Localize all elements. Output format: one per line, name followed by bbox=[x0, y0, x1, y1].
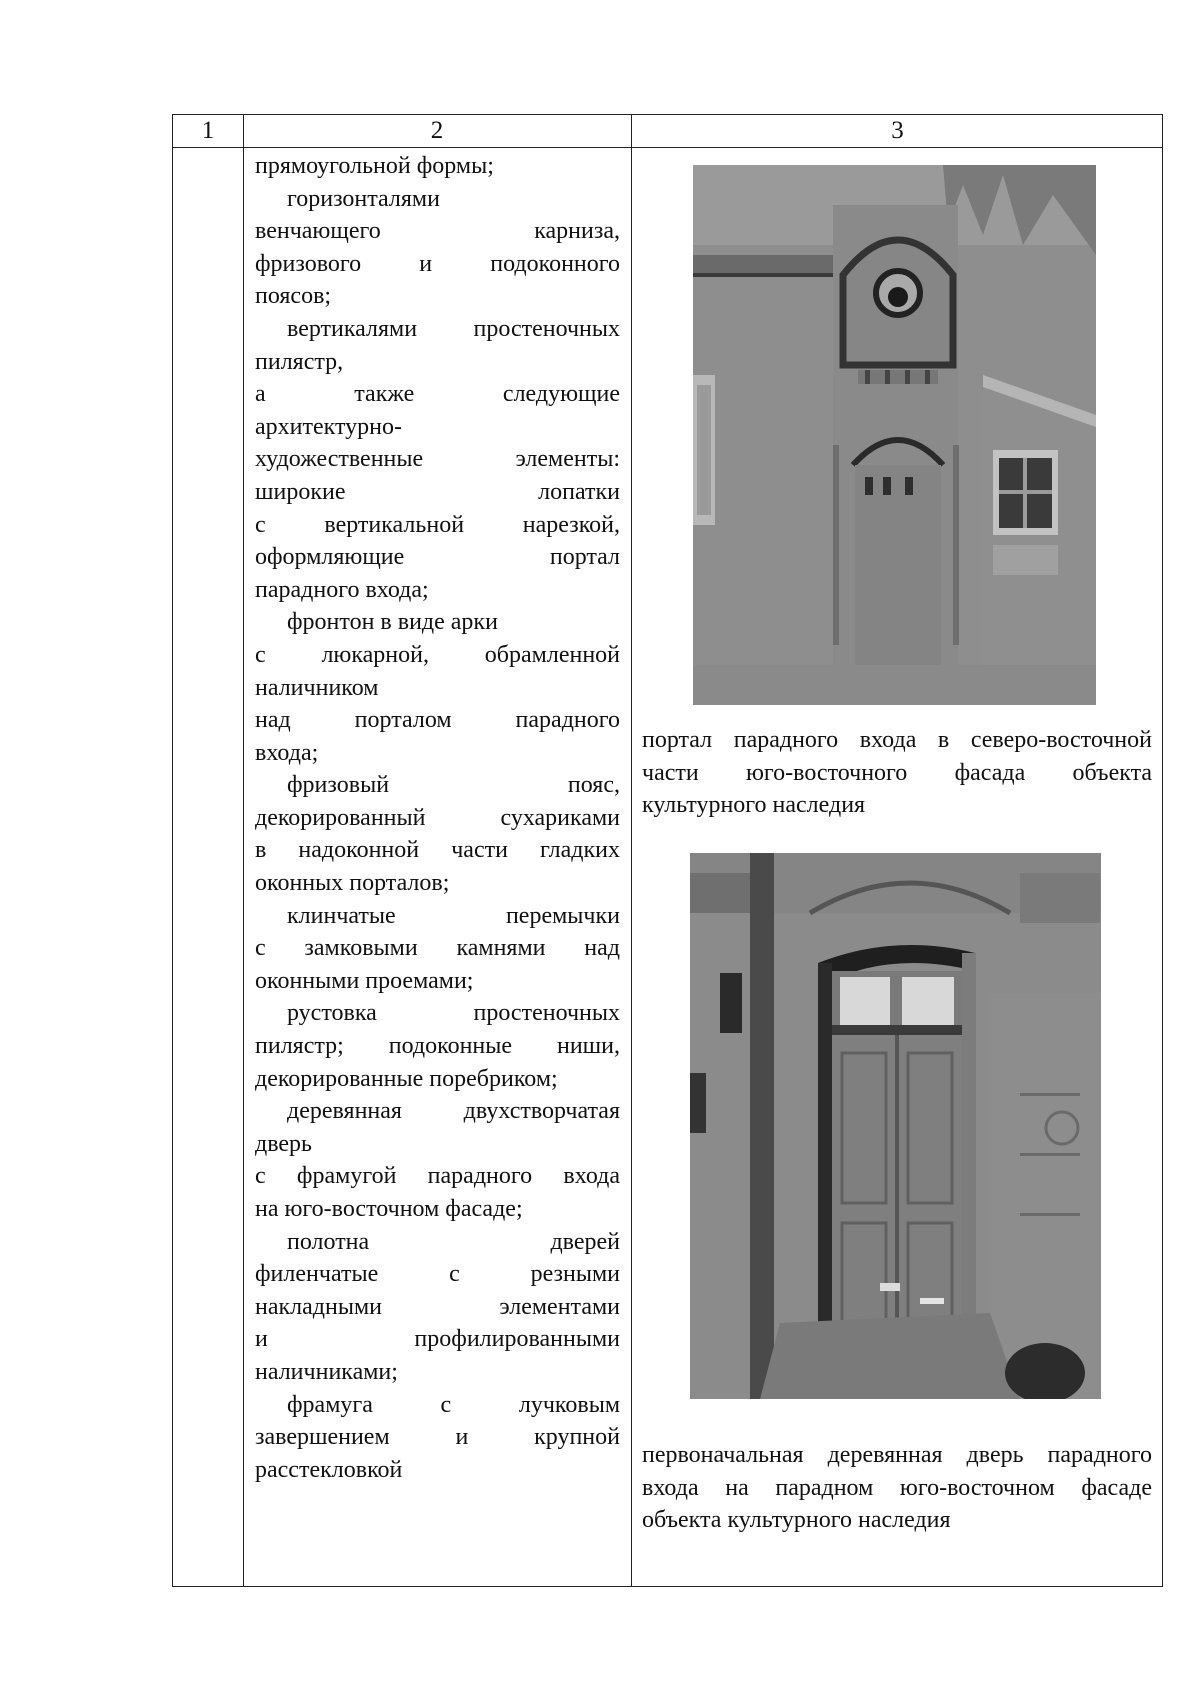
description-line: над порталом парадного bbox=[255, 707, 620, 734]
description-line: клинчатые перемычки bbox=[287, 902, 620, 929]
description-line: декорированные поребриком; bbox=[255, 1065, 558, 1092]
description-line: на юго-восточном фасаде; bbox=[255, 1196, 523, 1222]
description-line: наличником bbox=[255, 674, 379, 701]
element-description bbox=[255, 150, 620, 1486]
description-line: пилястр, bbox=[255, 348, 344, 375]
description-line: с люкарной, обрамленной bbox=[255, 641, 620, 668]
description-line: художественные элементы: bbox=[255, 446, 620, 473]
description-line: оформляющие портал bbox=[255, 544, 620, 571]
description-line: с замковыми камнями над bbox=[255, 935, 620, 962]
description-line: а также следующие bbox=[255, 381, 620, 408]
description-line: рустовка простеночных bbox=[287, 1000, 620, 1027]
description-line: и профилированными bbox=[255, 1326, 620, 1353]
description-line: прямоугольной формы; bbox=[255, 153, 494, 179]
description-line: фризового и подоконного bbox=[255, 250, 620, 277]
description-line: с фрамугой парадного входа bbox=[255, 1163, 620, 1190]
description-line: фрамуга с лучковым bbox=[287, 1391, 620, 1418]
description-line: фронтон в виде арки bbox=[287, 609, 498, 636]
description-line: декорированный сухариками bbox=[255, 804, 620, 831]
wooden-door-photo bbox=[690, 853, 1101, 1399]
photo-caption: первоначальная деревянная дверь парадного входа на парадном юго-восточном фасаде объекта культурного наследия bbox=[642, 1442, 1152, 1534]
description-line: в надоконной части гладких bbox=[255, 837, 620, 864]
description-line: филенчатые с резными bbox=[255, 1261, 620, 1288]
column-divider bbox=[631, 115, 632, 1586]
description-line: широкие лопатки bbox=[255, 478, 620, 505]
photo-caption: портал парадного входа в северо-восточной части юго-восточного фасада объекта культурного наследия bbox=[642, 727, 1152, 819]
column-header-3: 3 bbox=[891, 117, 904, 144]
description-line: оконных порталов; bbox=[255, 870, 450, 897]
description-line: архитектурно- bbox=[255, 413, 402, 440]
description-line: венчающего карниза, bbox=[255, 218, 620, 245]
description-line: с вертикальной нарезкой, bbox=[255, 511, 620, 538]
column-header-2: 2 bbox=[430, 117, 444, 144]
description-line: поясов; bbox=[255, 283, 332, 310]
description-line: вертикалями простеночных bbox=[287, 315, 620, 342]
description-line: парадного входа; bbox=[255, 576, 429, 603]
description-line: наличниками; bbox=[255, 1358, 398, 1385]
building-portal-photo bbox=[693, 165, 1096, 705]
description-line: фризовый пояс, bbox=[287, 772, 620, 799]
column-divider bbox=[243, 115, 244, 1586]
description-line: пилястр; подоконные ниши, bbox=[255, 1033, 620, 1060]
document-table bbox=[172, 114, 1163, 1587]
description-line: оконными проемами; bbox=[255, 967, 474, 994]
description-line: расстекловкой bbox=[255, 1456, 403, 1483]
description-line: завершением и крупной bbox=[255, 1424, 620, 1451]
description-line: накладными элементами bbox=[255, 1293, 620, 1320]
description-line: деревянная двухстворчатая bbox=[287, 1098, 620, 1125]
description-line: полотна дверей bbox=[287, 1228, 620, 1255]
description-line: дверь bbox=[255, 1130, 312, 1157]
column-header-1: 1 bbox=[201, 117, 215, 144]
description-line: горизонталями bbox=[287, 185, 440, 212]
header-divider bbox=[173, 147, 1162, 148]
description-line: входа; bbox=[255, 739, 319, 766]
